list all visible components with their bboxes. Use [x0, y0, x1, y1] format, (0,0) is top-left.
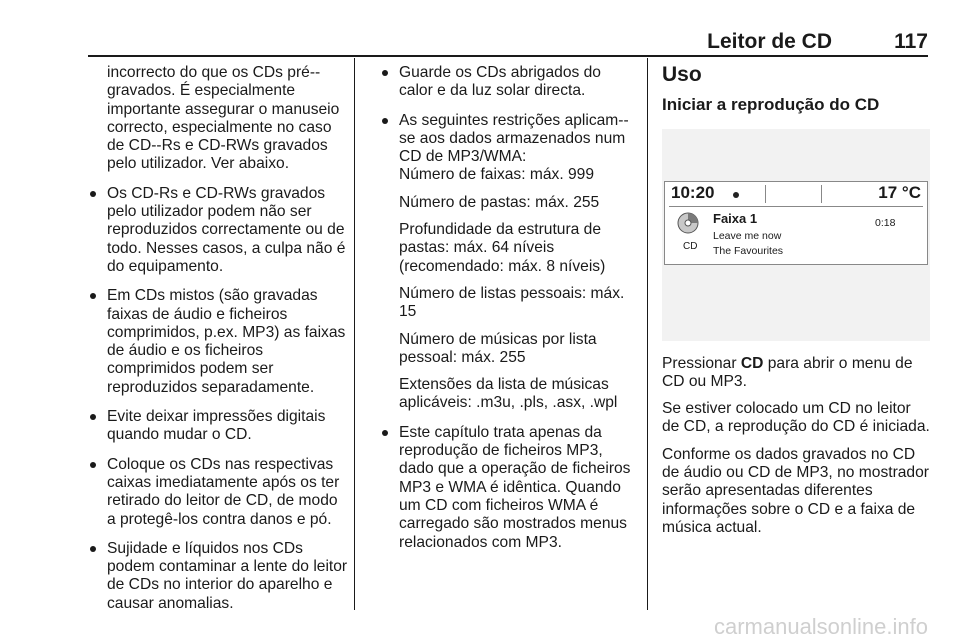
section-heading: Uso [662, 63, 702, 86]
list-item: Guarde os CDs abrigados do calor e da luz solar directa. [380, 64, 635, 101]
restriction-item: Extensões da lista de músicas aplicáveis: .m3u, .pls, .asx, .wpl [399, 376, 618, 412]
source-label: CD [683, 240, 698, 252]
display-divider [669, 206, 923, 207]
outside-temperature: 17 °C [878, 182, 921, 202]
column-1 [88, 64, 350, 624]
page-number: 117 [894, 30, 928, 53]
restriction-item: Número de pastas: máx. 255 [399, 193, 600, 211]
list-item: Evite deixar impressões digitais quando mudar o CD. [88, 408, 350, 445]
continued-paragraph: incorrecto do que os CDs pré--gravados. É especialmente importante assegurar o manuseio correcto, especialmente no caso de CD--Rs e CD-RWs gravados pelo utilizador. Ver abaixo. [107, 64, 340, 173]
cd-care-list [88, 185, 350, 613]
page-header [88, 30, 928, 54]
body-paragraph: Conforme os dados gravados no CD de áudio ou CD de MP3, no mostrador serão apresentadas diferentes informações sobre o CD e a faixa de música actual. [662, 445, 929, 536]
subsection-heading: Iniciar a reprodução do CD [662, 95, 880, 115]
clock-time: 10:20 [671, 182, 715, 202]
display-separator [821, 185, 822, 203]
restriction-item: Profundidade da estrutura de pastas: máx. 64 níveis (recomendado: máx. 8 níveis) [399, 221, 606, 275]
watermark: carmanualsonline.info [713, 614, 928, 639]
list-item [380, 112, 635, 413]
restriction-item: Número de faixas: máx. 999 [399, 166, 595, 184]
column-divider-1 [354, 58, 355, 610]
column-divider-2 [647, 58, 648, 610]
list-item: Este capítulo trata apenas da reprodução de ficheiros MP3, dado que a operação de ficheiros MP3 e WMA é idêntica. Quando um CD com ficheiros WMA é carregado são mostrados menus relacionados com MP3. [380, 424, 635, 552]
list-item: Em CDs mistos (são gravadas faixas de áudio e ficheiros comprimidos, p.ex. MP3) as faixas de áudio e os ficheiros comprimidos podem ser reproduzidos separadamente. [88, 287, 350, 397]
section-title: Leitor de CD [707, 30, 832, 53]
cd-info-list [380, 64, 635, 552]
column-2 [380, 64, 635, 563]
list-item: Sujidade e líquidos nos CDs podem contaminar a lente do leitor de CDs no interior do aparelho e causar anomalias. [88, 540, 350, 613]
restriction-item: Número de músicas por lista pessoal: máx. 255 [399, 330, 597, 366]
restriction-item: Número de listas pessoais: máx. 15 [399, 284, 625, 321]
status-dot-icon [733, 192, 739, 198]
artist-name: The Favourites [713, 244, 784, 257]
elapsed-time: 0:18 [875, 216, 896, 229]
display-separator [765, 185, 766, 203]
info-display [664, 181, 928, 265]
song-title: Leave me now [713, 229, 782, 242]
display-screenshot [662, 129, 930, 341]
header-rule [88, 55, 928, 57]
track-name: Faixa 1 [713, 210, 758, 226]
instruction-paragraph: Pressionar CD para abrir o menu de CD ou MP3. [662, 354, 913, 390]
column-3 [662, 64, 930, 546]
cd-disc-icon [677, 212, 699, 234]
body-paragraph: Se estiver colocado um CD no leitor de CD, a reprodução do CD é iniciada. [662, 400, 930, 436]
cd-button-label: CD [740, 354, 764, 372]
list-item: Os CD-Rs e CD-RWs gravados pelo utilizador podem não ser reproduzidos correctamente ou de todo. Nesses casos, a culpa não é do equipamento. [88, 185, 350, 276]
restrictions-intro: As seguintes restrições aplicam--se aos dados armazenados num CD de MP3/WMA: [399, 111, 629, 166]
list-item: Coloque os CDs nas respectivas caixas imediatamente após os ter retirado do leitor de CD, de modo a protegê-los contra danos e pó. [88, 456, 350, 529]
